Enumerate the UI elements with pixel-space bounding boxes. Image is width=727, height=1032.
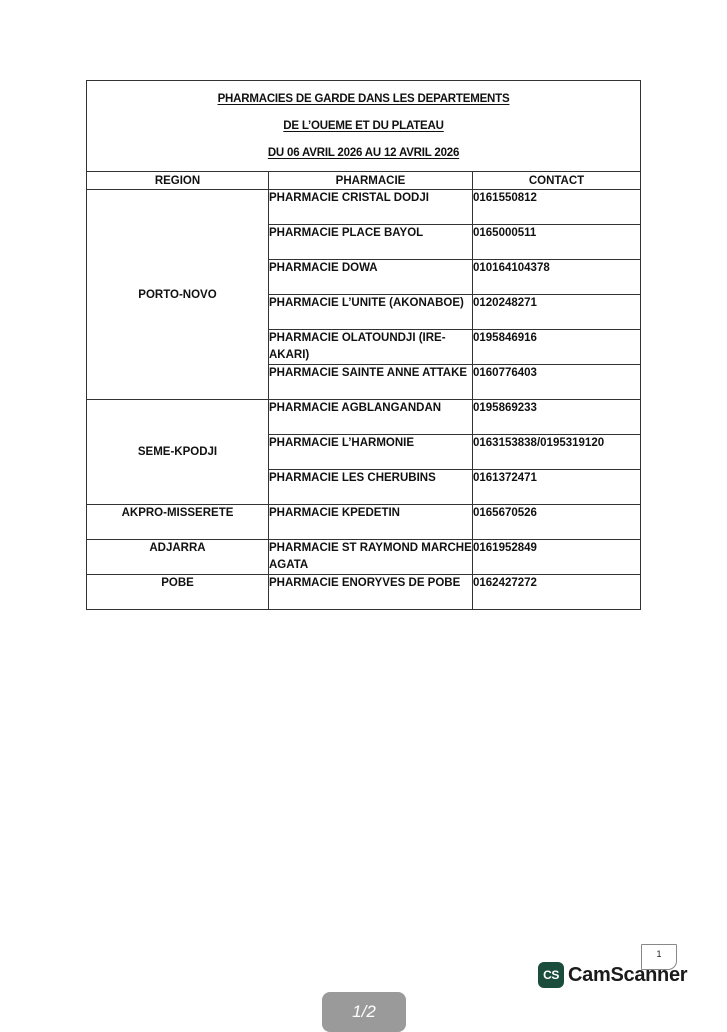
pharmacy-contact: 0195846916 <box>473 330 641 365</box>
table-row <box>87 190 641 225</box>
pharmacy-name: PHARMACIE L’UNITE (AKONABOE) <box>269 295 473 330</box>
camscanner-wordmark: CamScanner <box>568 963 688 986</box>
pharmacy-contact: 0195869233 <box>473 400 641 435</box>
table-row <box>87 575 641 610</box>
pharmacy-contact: 0162427272 <box>473 575 641 610</box>
table-row <box>87 540 641 575</box>
pharmacy-contact: 0161550812 <box>473 190 641 225</box>
region-cell: PORTO-NOVO <box>87 190 269 400</box>
pharmacy-contact: 0165670526 <box>473 505 641 540</box>
region-cell: POBE <box>87 575 269 610</box>
pharmacy-name: PHARMACIE CRISTAL DODJI <box>269 190 473 225</box>
pharmacy-contact: 0160776403 <box>473 365 641 400</box>
pharmacy-contact: 0163153838/0195319120 <box>473 435 641 470</box>
pharmacy-name: PHARMACIE ST RAYMOND MARCHE AGATA <box>269 540 473 575</box>
table-row <box>87 400 641 435</box>
pharmacy-name: PHARMACIE KPEDETIN <box>269 505 473 540</box>
camscanner-logo <box>538 962 687 988</box>
pharmacy-contact: 010164104378 <box>473 260 641 295</box>
pharmacy-contact: 0161372471 <box>473 470 641 505</box>
page-indicator: 1/2 <box>322 992 406 1032</box>
pharmacy-contact: 0165000511 <box>473 225 641 260</box>
document-title <box>87 81 641 172</box>
pharmacy-name: PHARMACIE OLATOUNDJI (IRE-AKARI) <box>269 330 473 365</box>
pharmacy-contact: 0120248271 <box>473 295 641 330</box>
camscanner-badge-icon: CS <box>538 962 564 988</box>
pharmacy-name: PHARMACIE ENORYVES DE POBE <box>269 575 473 610</box>
title-line-3: DU 06 AVRIL 2026 AU 12 AVRIL 2026 <box>267 146 460 159</box>
pharmacy-name: PHARMACIE L’HARMONIE <box>269 435 473 470</box>
region-cell: ADJARRA <box>87 540 269 575</box>
column-header-region: REGION <box>87 172 269 190</box>
pharmacy-name: PHARMACIE DOWA <box>269 260 473 295</box>
region-cell: SEME-KPODJI <box>87 400 269 505</box>
pharmacy-name: PHARMACIE AGBLANGANDAN <box>269 400 473 435</box>
title-line-2: DE L’OUEME ET DU PLATEAU <box>283 119 444 132</box>
pharmacy-name: PHARMACIE SAINTE ANNE ATTAKE <box>269 365 473 400</box>
column-header-pharmacie: PHARMACIE <box>269 172 473 190</box>
title-line-1: PHARMACIES DE GARDE DANS LES DEPARTEMENTS <box>217 92 510 105</box>
pharmacy-name: PHARMACIE PLACE BAYOL <box>269 225 473 260</box>
column-header-contact: CONTACT <box>473 172 641 190</box>
pharmacy-contact: 0161952849 <box>473 540 641 575</box>
region-cell: AKPRO-MISSERETE <box>87 505 269 540</box>
pharmacy-name: PHARMACIE LES CHERUBINS <box>269 470 473 505</box>
page-number-tab: 1 <box>641 944 677 970</box>
table-row <box>87 505 641 540</box>
pharmacy-table <box>86 80 641 610</box>
